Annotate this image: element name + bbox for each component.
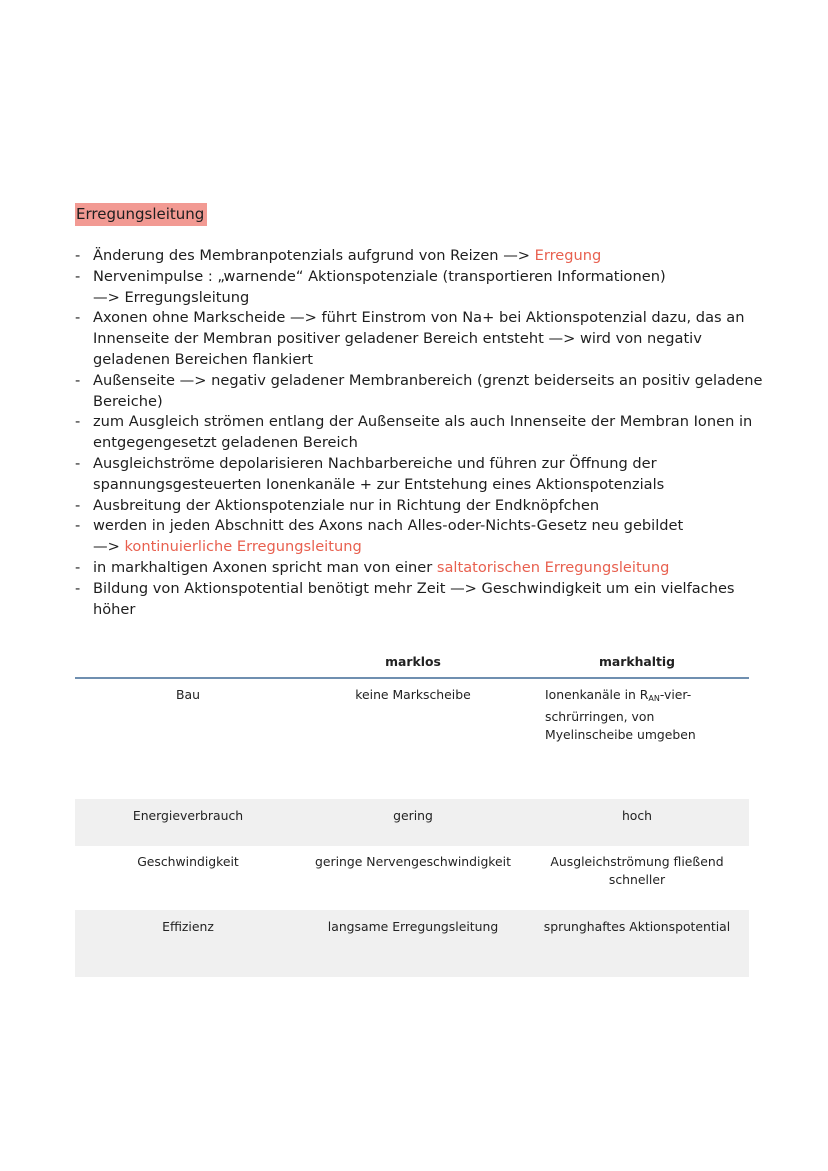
cell-marklos: geringe Nervengeschwindigkeit <box>315 854 511 869</box>
table-row <box>75 846 749 910</box>
bullet-text <box>93 580 739 618</box>
list-item <box>75 308 765 370</box>
bullet-text <box>93 268 666 306</box>
bullet-text-part: Außenseite —> negativ geladener Membranbereich (grenzt beiderseits an positiv geladene Bereiche) <box>93 371 768 410</box>
bullet-text-part: Nervenimpulse : „warnende“ Aktionspotenziale (transportieren Informationen) <box>93 267 666 285</box>
row-label-energieverbrauch: Energieverbrauch <box>75 799 301 846</box>
bullet-text <box>93 309 749 368</box>
list-item <box>75 267 765 309</box>
bullet-text-part: Bildung von Aktionspotential benötigt mehr Zeit —> Geschwindigkeit um ein vielfaches höher <box>93 579 740 618</box>
cell-markhaltig-post: -vier-schrürringen, von Myelinscheibe umgeben <box>545 687 696 742</box>
bullet-text-part: in markhaltigen Axonen spricht man von einer <box>93 558 437 576</box>
cell-markhaltig <box>525 678 749 799</box>
cell-markhaltig-pre: Ionenkanäle in R <box>545 687 649 702</box>
list-item <box>75 371 768 413</box>
cell-markhaltig: Ausgleichströmung fließend schneller <box>550 854 724 887</box>
bullet-text-part: zum Ausgleich strömen entlang der Außenseite als auch Innenseite der Membran Ionen in entgegengesetzt geladenen Bereich <box>93 413 757 452</box>
list-item <box>75 579 765 621</box>
bullet-text-part: Änderung des Membranpotenzials aufgrund von Reizen —> <box>93 247 535 264</box>
bullet-text-part: —> <box>93 538 120 556</box>
bullet-list <box>75 246 768 620</box>
bullet-dash: - <box>75 309 81 327</box>
cell-marklos: keine Markscheibe <box>355 687 471 702</box>
bullet-text-part: Ausgleichströme depolarisieren Nachbarbereiche und führen zur Öffnung der spannungsgesteuerten Ionenkanäle + zur Entstehung eines Aktionspotenzials <box>93 454 665 493</box>
bullet-text <box>93 455 664 493</box>
bullet-dash: - <box>75 267 81 285</box>
bullet-text <box>93 247 601 264</box>
highlighted-term: kontinuierliche Erregungsleitung <box>124 538 362 556</box>
table-header-empty <box>75 645 301 678</box>
bullet-text <box>93 559 669 576</box>
table-header-markhaltig: markhaltig <box>525 645 749 678</box>
bullet-text-part: Axonen ohne Markscheide —> führt Einstrom von Na+ bei Aktionspotenzial dazu, das an Innenseite der Membran positiver geladener Bereich entsteht —> wird von negativ geladenen Bereichen flankiert <box>93 309 750 368</box>
bullet-text <box>93 372 767 410</box>
list-item <box>75 496 765 517</box>
bullet-text <box>93 413 757 451</box>
bullet-dash: - <box>75 247 81 264</box>
bullet-text <box>93 517 683 555</box>
row-label-bau: Bau <box>176 687 200 702</box>
list-item <box>75 454 765 496</box>
bullet-text-part: —> Erregungsleitung <box>93 288 250 306</box>
list-item <box>75 558 765 579</box>
comparison-table <box>75 645 749 977</box>
list-item <box>75 516 765 558</box>
cell-markhaltig: hoch <box>525 799 749 846</box>
highlighted-term: saltatorischen Erregungsleitung <box>436 558 670 576</box>
bullet-text-part: Ausbreitung der Aktionspotenziale nur in Richtung der Endknöpfchen <box>93 496 600 514</box>
table-row <box>75 678 749 799</box>
cell-marklos: gering <box>301 799 525 846</box>
row-label-effizienz: Effizienz <box>75 910 301 977</box>
row-label-geschwindigkeit: Geschwindigkeit <box>137 854 239 869</box>
table-row <box>75 910 749 977</box>
bullet-text <box>93 497 599 514</box>
list-item <box>75 246 765 267</box>
section-heading: Erregungsleitung <box>75 203 207 226</box>
bullet-text-part: werden in jeden Abschnitt des Axons nach Alles-oder-Nichts-Gesetz neu gebildet <box>93 517 684 535</box>
cell-markhaltig-sub: AN <box>648 694 660 703</box>
cell-marklos: langsame Erregungsleitung <box>301 910 525 977</box>
bullet-dash: - <box>75 454 81 472</box>
list-item <box>75 412 765 454</box>
bullet-dash: - <box>75 579 81 597</box>
highlighted-term: Erregung <box>534 247 602 264</box>
table-row <box>75 799 749 846</box>
cell-markhaltig: sprunghaftes Aktionspotential <box>525 910 749 977</box>
bullet-dash: - <box>75 558 81 576</box>
bullet-dash: - <box>75 371 81 389</box>
bullet-dash: - <box>75 413 81 431</box>
table-header-marklos: marklos <box>301 645 525 678</box>
table-header-row <box>75 645 749 678</box>
bullet-dash: - <box>75 496 81 514</box>
bullet-dash: - <box>75 517 81 535</box>
